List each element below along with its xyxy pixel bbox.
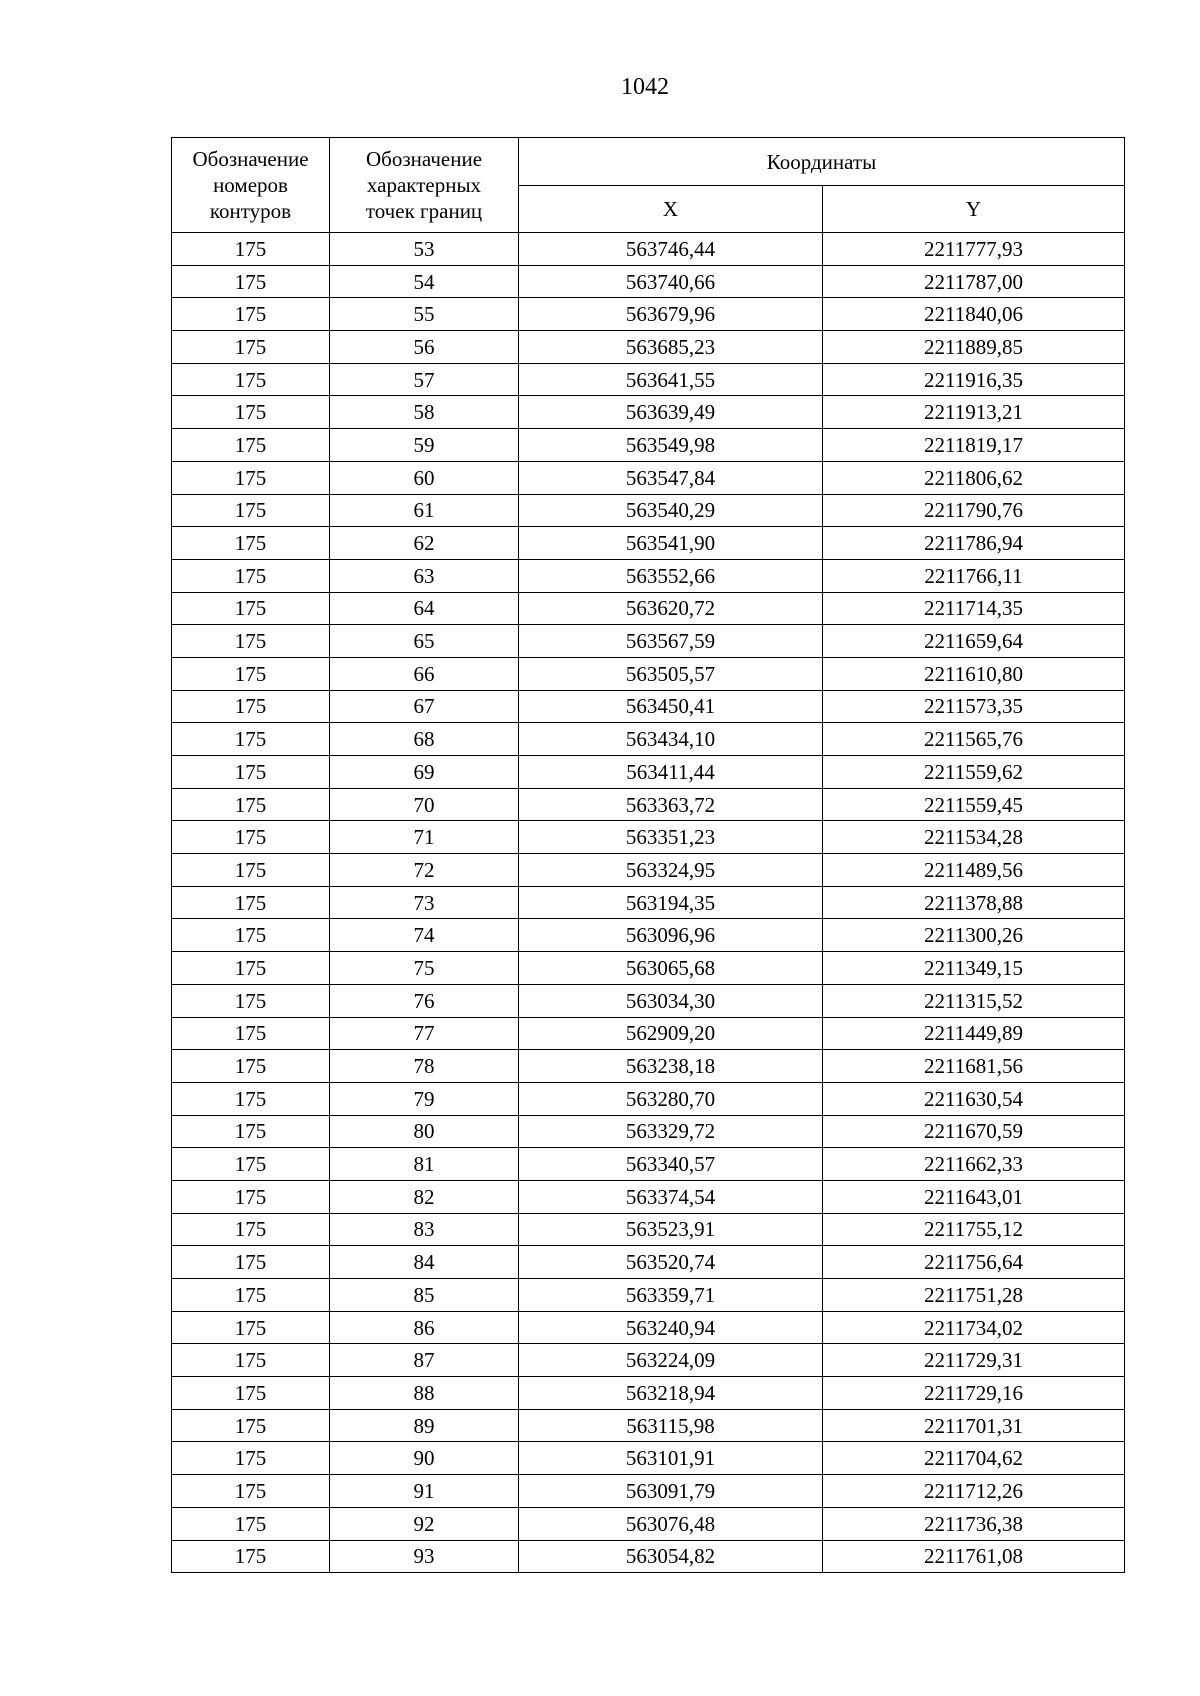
cell-contour-number: 175 [172, 1115, 330, 1148]
cell-y-coordinate: 2211806,62 [823, 461, 1125, 494]
cell-point-number: 58 [330, 396, 519, 429]
cell-x-coordinate: 563096,96 [519, 919, 823, 952]
cell-x-coordinate: 563240,94 [519, 1311, 823, 1344]
cell-point-number: 85 [330, 1279, 519, 1312]
cell-point-number: 63 [330, 559, 519, 592]
table-row [172, 657, 1125, 690]
cell-point-number: 60 [330, 461, 519, 494]
table-row [172, 1409, 1125, 1442]
cell-contour-number: 175 [172, 625, 330, 658]
cell-y-coordinate: 2211489,56 [823, 854, 1125, 887]
cell-contour-number: 175 [172, 1050, 330, 1083]
table-row [172, 1246, 1125, 1279]
cell-x-coordinate: 563685,23 [519, 331, 823, 364]
cell-contour-number: 175 [172, 233, 330, 266]
cell-point-number: 92 [330, 1507, 519, 1540]
table-row [172, 233, 1125, 266]
cell-contour-number: 175 [172, 331, 330, 364]
cell-contour-number: 175 [172, 298, 330, 331]
table-row [172, 984, 1125, 1017]
table-body [172, 233, 1125, 1573]
cell-point-number: 90 [330, 1442, 519, 1475]
cell-contour-number: 175 [172, 1311, 330, 1344]
cell-y-coordinate: 2211916,35 [823, 363, 1125, 396]
table-row [172, 559, 1125, 592]
cell-x-coordinate: 563746,44 [519, 233, 823, 266]
table-row [172, 1475, 1125, 1508]
header-x: X [519, 186, 823, 233]
cell-x-coordinate: 562909,20 [519, 1017, 823, 1050]
cell-contour-number: 175 [172, 690, 330, 723]
cell-contour-number: 175 [172, 1344, 330, 1377]
table-row [172, 1540, 1125, 1573]
cell-x-coordinate: 563450,41 [519, 690, 823, 723]
cell-y-coordinate: 2211714,35 [823, 592, 1125, 625]
table-row [172, 690, 1125, 723]
header-contour-number [172, 138, 330, 233]
cell-contour-number: 175 [172, 265, 330, 298]
cell-x-coordinate: 563740,66 [519, 265, 823, 298]
cell-point-number: 65 [330, 625, 519, 658]
cell-x-coordinate: 563411,44 [519, 756, 823, 789]
cell-y-coordinate: 2211712,26 [823, 1475, 1125, 1508]
cell-x-coordinate: 563547,84 [519, 461, 823, 494]
cell-point-number: 91 [330, 1475, 519, 1508]
cell-contour-number: 175 [172, 396, 330, 429]
cell-y-coordinate: 2211734,02 [823, 1311, 1125, 1344]
cell-x-coordinate: 563523,91 [519, 1213, 823, 1246]
table-row [172, 1017, 1125, 1050]
table-row [172, 1180, 1125, 1213]
cell-y-coordinate: 2211729,16 [823, 1377, 1125, 1410]
cell-point-number: 83 [330, 1213, 519, 1246]
cell-x-coordinate: 563567,59 [519, 625, 823, 658]
cell-x-coordinate: 563324,95 [519, 854, 823, 887]
cell-contour-number: 175 [172, 919, 330, 952]
table-row [172, 461, 1125, 494]
cell-contour-number: 175 [172, 494, 330, 527]
table-row [172, 1442, 1125, 1475]
table-row [172, 592, 1125, 625]
table-row [172, 625, 1125, 658]
cell-x-coordinate: 563641,55 [519, 363, 823, 396]
cell-point-number: 68 [330, 723, 519, 756]
cell-contour-number: 175 [172, 788, 330, 821]
cell-point-number: 57 [330, 363, 519, 396]
cell-contour-number: 175 [172, 723, 330, 756]
cell-x-coordinate: 563224,09 [519, 1344, 823, 1377]
coordinates-table [171, 137, 1125, 1573]
cell-y-coordinate: 2211630,54 [823, 1082, 1125, 1115]
cell-y-coordinate: 2211736,38 [823, 1507, 1125, 1540]
table-row [172, 756, 1125, 789]
cell-y-coordinate: 2211756,64 [823, 1246, 1125, 1279]
header-contour-number-label: Обозначение номеров контуров [192, 147, 309, 223]
cell-point-number: 86 [330, 1311, 519, 1344]
cell-contour-number: 175 [172, 1507, 330, 1540]
cell-x-coordinate: 563340,57 [519, 1148, 823, 1181]
cell-point-number: 88 [330, 1377, 519, 1410]
cell-point-number: 84 [330, 1246, 519, 1279]
table-row [172, 821, 1125, 854]
cell-point-number: 56 [330, 331, 519, 364]
cell-point-number: 89 [330, 1409, 519, 1442]
cell-contour-number: 175 [172, 559, 330, 592]
cell-contour-number: 175 [172, 1442, 330, 1475]
cell-contour-number: 175 [172, 429, 330, 462]
cell-contour-number: 175 [172, 1180, 330, 1213]
cell-point-number: 53 [330, 233, 519, 266]
cell-x-coordinate: 563552,66 [519, 559, 823, 592]
cell-contour-number: 175 [172, 1475, 330, 1508]
table-row [172, 363, 1125, 396]
cell-x-coordinate: 563679,96 [519, 298, 823, 331]
cell-x-coordinate: 563374,54 [519, 1180, 823, 1213]
cell-point-number: 72 [330, 854, 519, 887]
table-row [172, 919, 1125, 952]
cell-y-coordinate: 2211840,06 [823, 298, 1125, 331]
cell-x-coordinate: 563549,98 [519, 429, 823, 462]
cell-x-coordinate: 563115,98 [519, 1409, 823, 1442]
cell-y-coordinate: 2211777,93 [823, 233, 1125, 266]
header-y: Y [823, 186, 1125, 233]
table-row [172, 788, 1125, 821]
cell-contour-number: 175 [172, 1082, 330, 1115]
cell-point-number: 70 [330, 788, 519, 821]
cell-point-number: 69 [330, 756, 519, 789]
cell-x-coordinate: 563434,10 [519, 723, 823, 756]
cell-y-coordinate: 2211565,76 [823, 723, 1125, 756]
table-row [172, 1148, 1125, 1181]
cell-point-number: 82 [330, 1180, 519, 1213]
cell-contour-number: 175 [172, 592, 330, 625]
table-row [172, 527, 1125, 560]
cell-y-coordinate: 2211751,28 [823, 1279, 1125, 1312]
cell-contour-number: 175 [172, 984, 330, 1017]
header-point-number-label: Обозначение характерных точек границ [365, 147, 483, 223]
table-row [172, 1344, 1125, 1377]
cell-y-coordinate: 2211534,28 [823, 821, 1125, 854]
cell-y-coordinate: 2211662,33 [823, 1148, 1125, 1181]
cell-x-coordinate: 563620,72 [519, 592, 823, 625]
cell-x-coordinate: 563091,79 [519, 1475, 823, 1508]
cell-x-coordinate: 563194,35 [519, 886, 823, 919]
cell-x-coordinate: 563101,91 [519, 1442, 823, 1475]
cell-y-coordinate: 2211643,01 [823, 1180, 1125, 1213]
cell-contour-number: 175 [172, 1213, 330, 1246]
cell-x-coordinate: 563540,29 [519, 494, 823, 527]
table-row [172, 1115, 1125, 1148]
cell-x-coordinate: 563218,94 [519, 1377, 823, 1410]
table-row [172, 886, 1125, 919]
cell-y-coordinate: 2211315,52 [823, 984, 1125, 1017]
cell-x-coordinate: 563639,49 [519, 396, 823, 429]
cell-contour-number: 175 [172, 886, 330, 919]
table-row [172, 952, 1125, 985]
cell-x-coordinate: 563351,23 [519, 821, 823, 854]
header-point-number [330, 138, 519, 233]
cell-y-coordinate: 2211701,31 [823, 1409, 1125, 1442]
cell-contour-number: 175 [172, 1377, 330, 1410]
cell-y-coordinate: 2211889,85 [823, 331, 1125, 364]
cell-point-number: 64 [330, 592, 519, 625]
cell-point-number: 76 [330, 984, 519, 1017]
cell-y-coordinate: 2211766,11 [823, 559, 1125, 592]
cell-y-coordinate: 2211349,15 [823, 952, 1125, 985]
cell-contour-number: 175 [172, 1540, 330, 1573]
cell-point-number: 78 [330, 1050, 519, 1083]
cell-y-coordinate: 2211729,31 [823, 1344, 1125, 1377]
cell-x-coordinate: 563280,70 [519, 1082, 823, 1115]
cell-x-coordinate: 563505,57 [519, 657, 823, 690]
cell-y-coordinate: 2211681,56 [823, 1050, 1125, 1083]
cell-contour-number: 175 [172, 527, 330, 560]
cell-contour-number: 175 [172, 657, 330, 690]
cell-y-coordinate: 2211659,64 [823, 625, 1125, 658]
cell-y-coordinate: 2211573,35 [823, 690, 1125, 723]
cell-point-number: 54 [330, 265, 519, 298]
cell-contour-number: 175 [172, 1409, 330, 1442]
cell-x-coordinate: 563359,71 [519, 1279, 823, 1312]
cell-point-number: 59 [330, 429, 519, 462]
cell-contour-number: 175 [172, 952, 330, 985]
cell-x-coordinate: 563520,74 [519, 1246, 823, 1279]
cell-contour-number: 175 [172, 1246, 330, 1279]
cell-y-coordinate: 2211559,62 [823, 756, 1125, 789]
cell-point-number: 87 [330, 1344, 519, 1377]
cell-point-number: 66 [330, 657, 519, 690]
cell-point-number: 81 [330, 1148, 519, 1181]
cell-y-coordinate: 2211787,00 [823, 265, 1125, 298]
table-row [172, 723, 1125, 756]
cell-y-coordinate: 2211913,21 [823, 396, 1125, 429]
cell-y-coordinate: 2211819,17 [823, 429, 1125, 462]
table-row [172, 1050, 1125, 1083]
header-coordinates: Координаты [519, 138, 1125, 186]
cell-point-number: 67 [330, 690, 519, 723]
cell-point-number: 55 [330, 298, 519, 331]
cell-contour-number: 175 [172, 363, 330, 396]
table-row [172, 1082, 1125, 1115]
cell-y-coordinate: 2211610,80 [823, 657, 1125, 690]
cell-point-number: 61 [330, 494, 519, 527]
table-row [172, 1311, 1125, 1344]
table-row [172, 1507, 1125, 1540]
cell-point-number: 77 [330, 1017, 519, 1050]
table-row [172, 1279, 1125, 1312]
cell-point-number: 93 [330, 1540, 519, 1573]
cell-y-coordinate: 2211790,76 [823, 494, 1125, 527]
cell-contour-number: 175 [172, 1148, 330, 1181]
cell-x-coordinate: 563034,30 [519, 984, 823, 1017]
cell-x-coordinate: 563065,68 [519, 952, 823, 985]
cell-y-coordinate: 2211300,26 [823, 919, 1125, 952]
cell-x-coordinate: 563363,72 [519, 788, 823, 821]
cell-x-coordinate: 563329,72 [519, 1115, 823, 1148]
table-row [172, 494, 1125, 527]
cell-point-number: 62 [330, 527, 519, 560]
table-row [172, 298, 1125, 331]
cell-point-number: 73 [330, 886, 519, 919]
table-row [172, 1377, 1125, 1410]
cell-x-coordinate: 563541,90 [519, 527, 823, 560]
cell-y-coordinate: 2211670,59 [823, 1115, 1125, 1148]
cell-contour-number: 175 [172, 854, 330, 887]
cell-contour-number: 175 [172, 461, 330, 494]
cell-x-coordinate: 563076,48 [519, 1507, 823, 1540]
cell-y-coordinate: 2211449,89 [823, 1017, 1125, 1050]
cell-y-coordinate: 2211559,45 [823, 788, 1125, 821]
cell-contour-number: 175 [172, 1279, 330, 1312]
cell-point-number: 80 [330, 1115, 519, 1148]
cell-contour-number: 175 [172, 821, 330, 854]
cell-contour-number: 175 [172, 756, 330, 789]
table-row [172, 265, 1125, 298]
cell-point-number: 75 [330, 952, 519, 985]
cell-x-coordinate: 563054,82 [519, 1540, 823, 1573]
table-row [172, 331, 1125, 364]
cell-point-number: 74 [330, 919, 519, 952]
cell-point-number: 71 [330, 821, 519, 854]
cell-y-coordinate: 2211704,62 [823, 1442, 1125, 1475]
page-number: 1042 [621, 74, 669, 100]
cell-y-coordinate: 2211378,88 [823, 886, 1125, 919]
cell-y-coordinate: 2211761,08 [823, 1540, 1125, 1573]
table-row [172, 1213, 1125, 1246]
table-row [172, 429, 1125, 462]
cell-x-coordinate: 563238,18 [519, 1050, 823, 1083]
cell-y-coordinate: 2211786,94 [823, 527, 1125, 560]
cell-y-coordinate: 2211755,12 [823, 1213, 1125, 1246]
table-row [172, 854, 1125, 887]
table-row [172, 396, 1125, 429]
cell-point-number: 79 [330, 1082, 519, 1115]
cell-contour-number: 175 [172, 1017, 330, 1050]
